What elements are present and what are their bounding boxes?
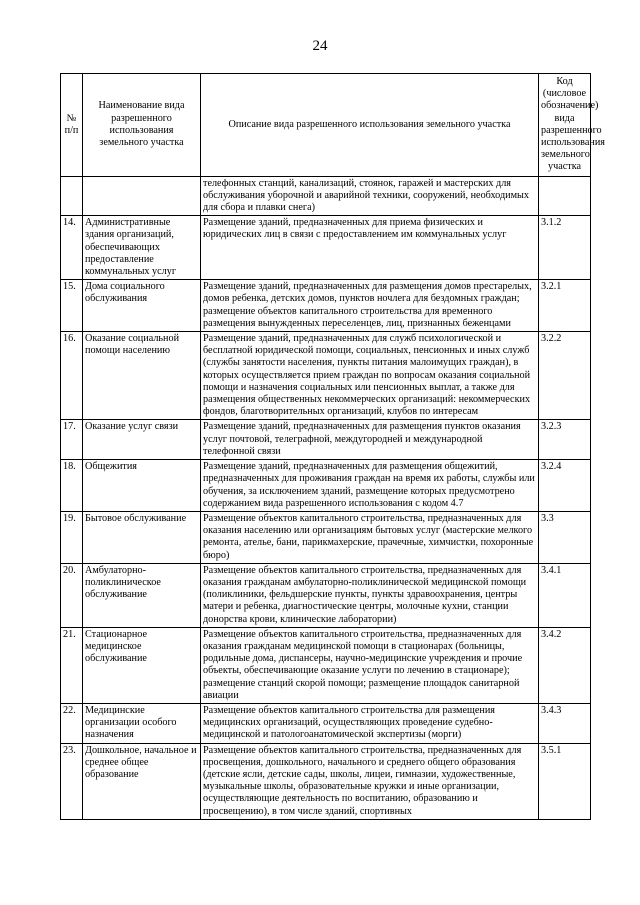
table-header-row	[61, 74, 591, 177]
page-number: 24	[312, 38, 328, 54]
row-description: Размещение зданий, предназначенных для размещения пунктов оказания услуг почтовой, телеграфной, междугородней и международной телефонной связи	[201, 420, 539, 460]
table-row	[61, 460, 591, 512]
row-code: 3.3	[539, 511, 591, 563]
row-name: Оказание социальной помощи населению	[83, 332, 201, 420]
row-code: 3.4.2	[539, 627, 591, 703]
table-row	[61, 216, 591, 280]
row-name: Административные здания организаций, обеспечивающих предоставление коммунальных услуг	[83, 216, 201, 280]
row-code: 3.4.3	[539, 703, 591, 743]
row-description: Размещение зданий, предназначенных для приема физических и юридических лиц в связи с предоставлением им коммунальных услуг	[201, 216, 539, 280]
row-code	[539, 176, 591, 216]
row-description: телефонных станций, канализаций, стоянок, гаражей и мастерских для обслуживания уборочной и аварийной техники, сооружений, необходимых для сбора и плавки снега)	[201, 176, 539, 216]
header-code: Код (числовое обозначение) вида разрешенного использования земельного участка	[539, 74, 591, 177]
row-name: Стационарное медицинское обслуживание	[83, 627, 201, 703]
row-number: 15.	[61, 280, 83, 332]
row-number: 20.	[61, 563, 83, 627]
row-name: Бытовое обслуживание	[83, 511, 201, 563]
row-number: 21.	[61, 627, 83, 703]
row-number: 17.	[61, 420, 83, 460]
table-row	[61, 511, 591, 563]
row-name: Дошкольное, начальное и среднее общее образование	[83, 743, 201, 819]
row-name: Медицинские организации особого назначения	[83, 703, 201, 743]
row-description: Размещение зданий, предназначенных для размещения домов престарелых, домов ребенка, детских домов, пунктов ночлега для бездомных граждан; размещение объектов капитального строительства для временного размещения вынужденных переселенцев, лиц, признанных беженцами	[201, 280, 539, 332]
header-name: Наименование вида разрешенного использования земельного участка	[83, 74, 201, 177]
row-description: Размещение объектов капитального строительства, предназначенных для оказания населению или организациям бытовых услуг (мастерские мелкого ремонта, ателье, бани, парикмахерские, прачечные, химчистки, похоронные бюро)	[201, 511, 539, 563]
row-description: Размещение зданий, предназначенных для служб психологической и бесплатной юридической помощи, социальных, пенсионных и иных служб (службы занятости населения, пункты питания малоимущих граждан), в которых осуществляется прием граждан по вопросам оказания социальной помощи и назначения социальных или пенсионных выплат, а также для размещения общественных некоммерческих организаций: некоммерческих фондов, благотворительных организаций, клубов по интересам	[201, 332, 539, 420]
table-row	[61, 627, 591, 703]
row-number: 19.	[61, 511, 83, 563]
land-use-table	[60, 73, 605, 820]
row-code: 3.5.1	[539, 743, 591, 819]
row-code: 3.2.3	[539, 420, 591, 460]
row-name: Дома социального обслуживания	[83, 280, 201, 332]
table-row	[61, 332, 591, 420]
row-code: 3.1.2	[539, 216, 591, 280]
row-code: 3.2.1	[539, 280, 591, 332]
table-row	[61, 280, 591, 332]
row-number: 18.	[61, 460, 83, 512]
row-name	[83, 176, 201, 216]
table-row	[61, 703, 591, 743]
row-name: Амбулаторно-поликлиническое обслуживание	[83, 563, 201, 627]
row-description: Размещение объектов капитального строительства, предназначенных для оказания гражданам медицинской помощи в стационарах (больницы, родильные дома, диспансеры, научно-медицинские учреждения и прочие объекты, обеспечивающие оказание услуги по лечению в стационаре); размещение станций скорой помощи; размещение площадок санитарной авиации	[201, 627, 539, 703]
row-description: Размещение зданий, предназначенных для размещения общежитий, предназначенных для проживания граждан на время их работы, службы или обучения, за исключением зданий, размещение которых предусмотрено содержанием вида разрешенного использования с кодом 4.7	[201, 460, 539, 512]
row-code: 3.2.4	[539, 460, 591, 512]
row-name: Оказание услуг связи	[83, 420, 201, 460]
table-row	[61, 176, 591, 216]
row-description: Размещение объектов капитального строительства, предназначенных для просвещения, дошкольного, начального и среднего общего образования (детские ясли, детские сады, школы, лицеи, гимназии, художественные, музыкальные школы, образовательные кружки и иные организации, осуществляющие деятельность по воспитанию, образованию и просвещению), в том числе зданий, спортивных	[201, 743, 539, 819]
row-name: Общежития	[83, 460, 201, 512]
row-code: 3.2.2	[539, 332, 591, 420]
row-number	[61, 176, 83, 216]
row-description: Размещение объектов капитального строительства, предназначенных для оказания гражданам амбулаторно-поликлинической медицинской помощи (поликлиники, фельдшерские пункты, пункты здравоохранения, центры матери и ребенка, диагностические центры, молочные кухни, станции донорства крови, клинические лаборатории)	[201, 563, 539, 627]
table-row	[61, 563, 591, 627]
row-code: 3.4.1	[539, 563, 591, 627]
row-number: 22.	[61, 703, 83, 743]
header-num: № п/п	[61, 74, 83, 177]
row-number: 16.	[61, 332, 83, 420]
table-row	[61, 420, 591, 460]
header-description: Описание вида разрешенного использования земельного участка	[201, 74, 539, 177]
row-description: Размещение объектов капитального строительства для размещения медицинских организаций, осуществляющих проведение судебно-медицинской и патологоанатомической экспертизы (морги)	[201, 703, 539, 743]
row-number: 23.	[61, 743, 83, 819]
table-row	[61, 743, 591, 819]
row-number: 14.	[61, 216, 83, 280]
